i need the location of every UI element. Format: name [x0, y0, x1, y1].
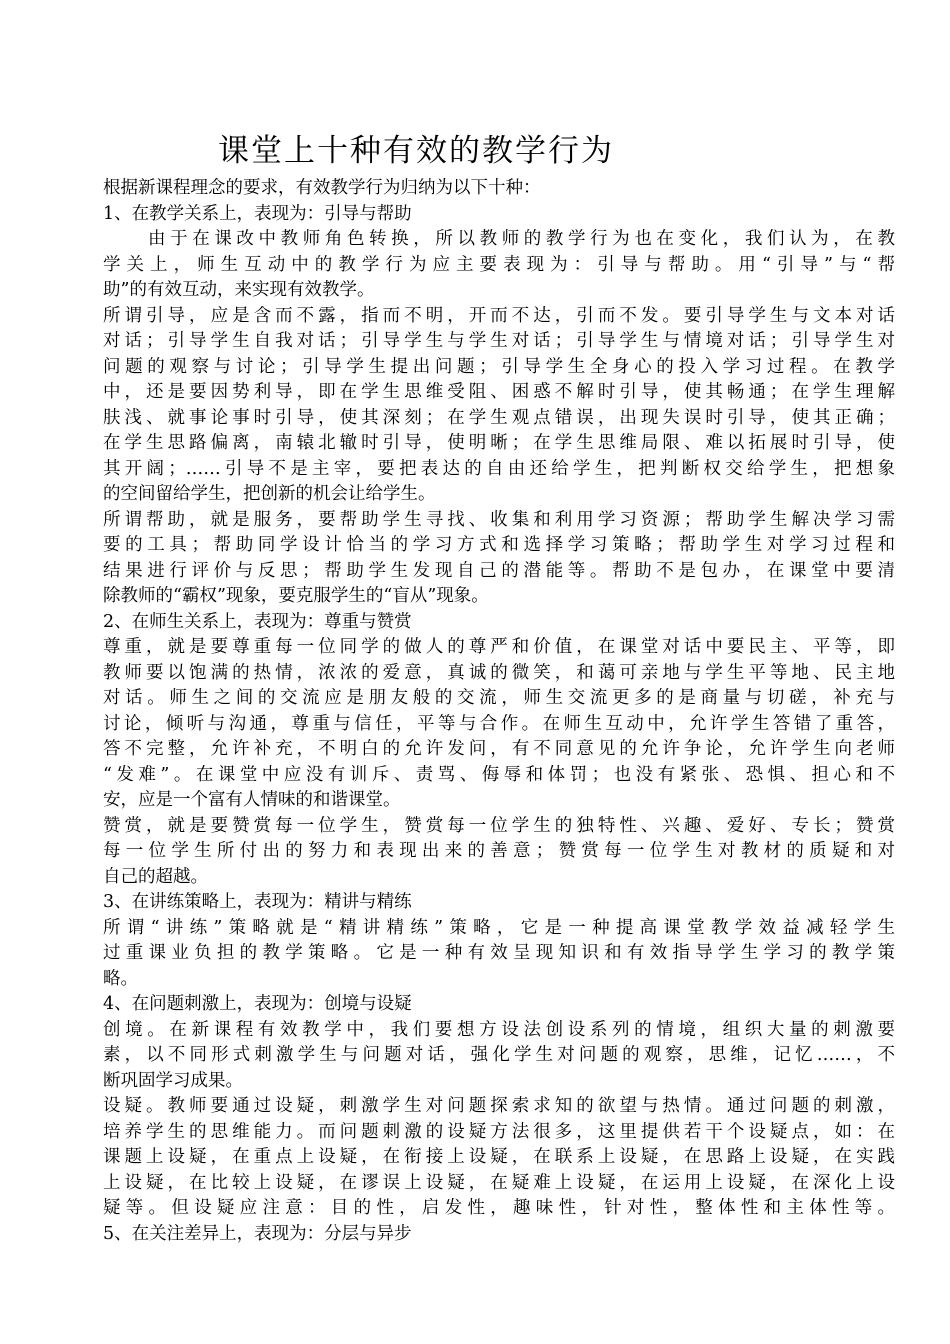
text-line: 中，还是要因势利导，即在学生思维受阻、困惑不解时引导，使其畅通；在学生理解	[103, 382, 895, 402]
text-line: 1、在教学关系上，表现为：引导与帮助	[103, 203, 412, 224]
text-line: 培养学生的思维能力。而问题刺激的设疑方法很多，这里提供若干个设疑点，如：在	[103, 1121, 895, 1142]
text-line: 过重课业负担的教学策略。它是一种有效呈现知识和有效指导学生学习的教学策	[103, 943, 895, 963]
text-line: “发难”。在课堂中应没有训斥、责骂、侮辱和体罚；也没有紧张、恐惧、担心和不	[103, 764, 895, 785]
text-line: 素，以不同形式刺激学生与问题对话，强化学生对问题的观察，思维，记忆……，不	[103, 1045, 895, 1065]
text-line: 讨论，倾听与沟通，尊重与信任，平等与合作。在师生互动中，允许学生答错了重答，	[103, 713, 895, 734]
text-line: 由于在课改中教师角色转换，所以教师的教学行为也在变化，我们认为，在教	[148, 229, 895, 249]
text-line: 助”的有效互动，来实现有效教学。	[103, 280, 375, 300]
text-line: 2、在师生关系上，表现为：尊重与赞赏	[103, 611, 412, 632]
text-line: 教师要以饱满的热情，浓浓的爱意，真诚的微笑，和蔼可亲地与学生平等地、民主地	[103, 662, 895, 683]
text-line: 除教师的“霸权”现象，要克服学生的“盲从”现象。	[103, 586, 489, 606]
text-line: 学关上，师生互动中的教学行为应主要表现为：引导与帮助。用“引导”与“帮	[103, 254, 895, 275]
text-line: 所谓引导，应是含而不露，指而不明，开而不达，引而不发。要引导学生与文本对话	[103, 305, 895, 326]
text-line: 在学生思路偏离，南辕北辙时引导，使明晰；在学生思维局限、难以拓展时引导，使	[103, 433, 895, 453]
text-line: 断巩固学习成果。	[103, 1070, 243, 1091]
text-line: 要的工具；帮助同学设计恰当的学习方式和选择学习策略；帮助学生对学习过程和	[103, 535, 895, 555]
text-line: 疑等。但设疑应注意：目的性，启发性，趣味性，针对性，整体性和主体性等。	[103, 1198, 895, 1218]
text-line: 设疑。教师要通过设疑，刺激学生对问题探索求知的欲望与热情。通过问题的刺激，	[103, 1096, 895, 1116]
text-line: 的空间留给学生，把创新的机会让给学生。	[103, 484, 436, 504]
text-line: 尊重，就是要尊重每一位同学的做人的尊严和价值，在课堂对话中要民主、平等，即	[103, 637, 895, 657]
text-line: 根据新课程理念的要求，有效教学行为归纳为以下十种：	[103, 178, 541, 198]
document-page	[103, 128, 895, 1247]
document-title: 课堂上十种有效的教学行为	[218, 133, 614, 169]
text-line: 创境。在新课程有效教学中，我们要想方设法创设系列的情境，组织大量的刺激要	[103, 1019, 895, 1040]
text-line: 所谓“讲练”策略就是“精讲精练”策略，它是一种提高课堂教学效益减轻学生	[103, 917, 895, 938]
text-line: 安，应是一个富有人情味的和谐课堂。	[103, 790, 401, 810]
text-line: 对话；引导学生自我对话；引导学生与学生对话；引导学生与情境对话；引导学生对	[103, 331, 895, 351]
text-line: 肤浅、就事论事时引导，使其深刻；在学生观点错误，出现失误时引导，使其正确；	[103, 407, 895, 428]
text-line: 问题的观察与讨论；引导学生提出问题；引导学生全身心的投入学习过程。在教学	[103, 356, 895, 377]
text-line: 答不完整，允许补充，不明白的允许发问，有不同意见的允许争论，允许学生向老师	[103, 739, 895, 759]
text-line: 赞赏，就是要赞赏每一位学生，赞赏每一位学生的独特性、兴趣、爱好、专长；赞赏	[103, 815, 895, 836]
text-line: 所谓帮助，就是服务，要帮助学生寻找、收集和利用学习资源；帮助学生解决学习需	[103, 509, 895, 530]
text-line: 对话。师生之间的交流应是朋友般的交流，师生交流更多的是商量与切磋，补充与	[103, 688, 895, 708]
text-line: 每一位学生所付出的努力和表现出来的善意；赞赏每一位学生对教材的质疑和对	[103, 841, 895, 861]
text-line: 其开阔；……引导不是主宰，要把表达的自由还给学生，把判断权交给学生，把想象	[103, 458, 895, 479]
text-line: 4、在问题刺激上，表现为：创境与设疑	[103, 994, 412, 1014]
text-line: 课题上设疑，在重点上设疑，在衔接上设疑，在联系上设疑，在思路上设疑，在实践	[103, 1147, 895, 1167]
document-body	[103, 176, 895, 1247]
text-line: 略。	[103, 968, 138, 989]
text-line: 3、在讲练策略上，表现为：精讲与精练	[103, 892, 412, 912]
text-line: 结果进行评价与反思；帮助学生发现自己的潜能等。帮助不是包办，在课堂中要清	[103, 560, 895, 581]
text-line: 5、在关注差异上，表现为：分层与异步	[103, 1223, 412, 1244]
text-line: 自己的超越。	[103, 866, 208, 887]
text-line: 上设疑，在比较上设疑，在谬误上设疑，在疑难上设疑，在运用上设疑，在深化上设	[103, 1172, 895, 1193]
